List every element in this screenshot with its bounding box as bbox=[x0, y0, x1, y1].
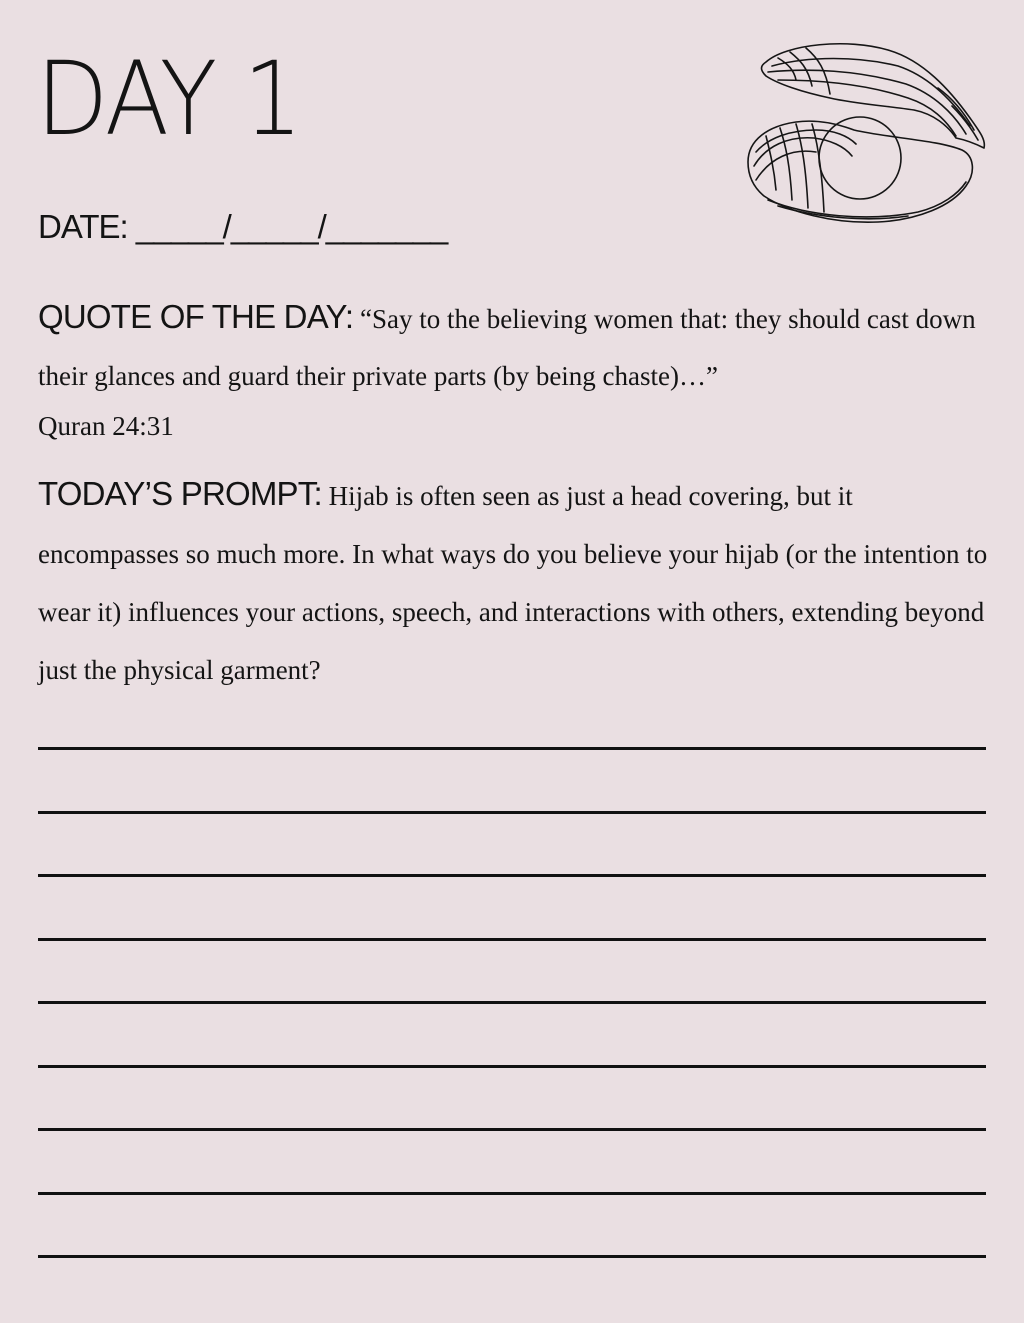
todays-prompt bbox=[38, 465, 988, 699]
date-blank: _____/_____/_______ bbox=[135, 208, 448, 245]
writing-line bbox=[38, 1128, 986, 1131]
quote-source: Quran 24:31 bbox=[38, 411, 174, 441]
quote-text: “Say to the believing women that: they should cast down their glances and guard their private parts (by being chaste)…” bbox=[38, 304, 976, 391]
prompt-text: Hijab is often seen as just a head covering, but it encompasses so much more. In what ways do you believe your hijab (or the intention to wear it) influences your actions, speech, and interactions with others, extending beyond just the physical garment? bbox=[38, 481, 988, 685]
writing-lines bbox=[38, 747, 986, 1267]
date-field bbox=[38, 208, 447, 246]
writing-line bbox=[38, 1192, 986, 1195]
date-label: DATE: bbox=[38, 208, 128, 245]
oyster-pearl-icon bbox=[738, 40, 990, 226]
page-title: DAY 1 bbox=[36, 41, 301, 160]
writing-line bbox=[38, 811, 986, 814]
quote-heading: QUOTE OF THE DAY: bbox=[38, 298, 354, 335]
writing-line bbox=[38, 1001, 986, 1004]
writing-line bbox=[38, 1255, 986, 1258]
writing-line bbox=[38, 747, 986, 750]
writing-line bbox=[38, 938, 986, 941]
quote-of-the-day bbox=[38, 288, 988, 405]
writing-line bbox=[38, 874, 986, 877]
writing-line bbox=[38, 1065, 986, 1068]
prompt-heading: TODAY’S PROMPT: bbox=[38, 475, 322, 512]
